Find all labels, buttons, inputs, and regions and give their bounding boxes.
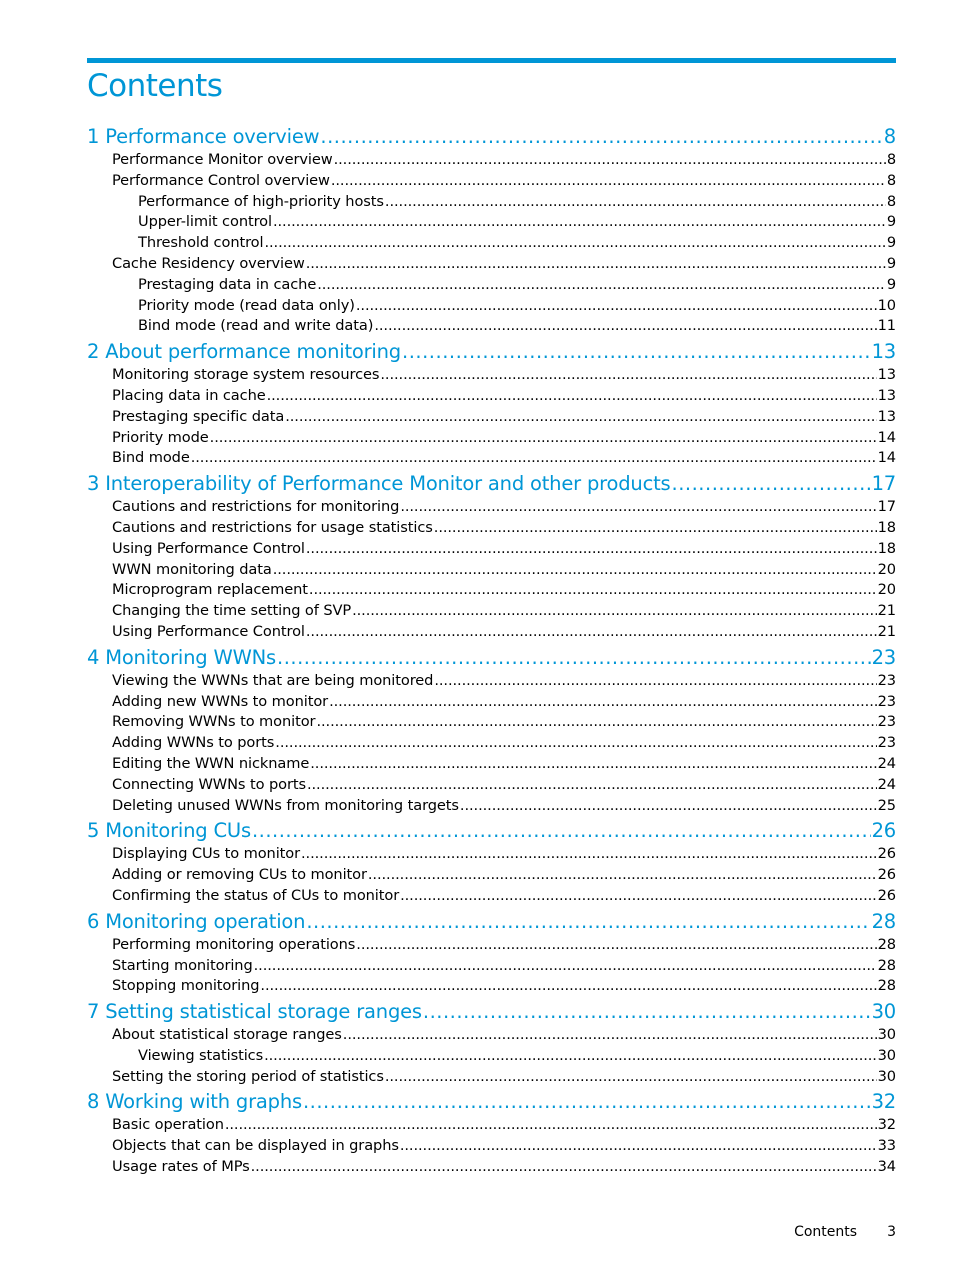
toc-entry-title: Performing monitoring operations xyxy=(112,935,356,953)
toc-entry-title: Performance Control overview xyxy=(112,171,330,189)
dot-leader xyxy=(400,886,877,907)
dot-leader xyxy=(191,448,877,469)
toc-entry-title: Cautions and restrictions for usage statistics xyxy=(112,518,433,536)
toc-entry[interactable] xyxy=(87,171,896,192)
toc-page-number: 21 xyxy=(877,622,896,640)
toc-page-number: 8 xyxy=(883,125,896,148)
dot-leader xyxy=(306,622,877,643)
toc-entry-title: WWN monitoring data xyxy=(112,560,272,578)
dot-leader xyxy=(343,1025,877,1046)
dot-leader xyxy=(374,316,876,337)
toc-page-number: 8 xyxy=(886,151,896,168)
toc-chapter-title: 4 Monitoring WWNs xyxy=(87,645,276,669)
dot-leader xyxy=(400,1136,877,1157)
dot-leader xyxy=(301,844,877,865)
dot-leader xyxy=(385,192,886,213)
toc-page-number: 26 xyxy=(877,866,896,884)
toc-page-number: 21 xyxy=(877,602,896,620)
toc-chapter-7[interactable] xyxy=(87,999,896,1025)
toc-entry-title: Using Performance Control xyxy=(112,622,305,640)
dot-leader xyxy=(356,296,877,317)
toc-page-number: 23 xyxy=(877,671,896,689)
toc-entry[interactable] xyxy=(87,754,896,775)
toc-entry-title: Cache Residency overview xyxy=(112,254,305,272)
toc-entry[interactable] xyxy=(87,1046,896,1067)
page-title: Contents xyxy=(87,68,223,104)
toc-page-number: 26 xyxy=(877,845,896,863)
dot-leader xyxy=(264,233,885,254)
dot-leader xyxy=(254,956,877,977)
toc-page-number: 9 xyxy=(886,254,896,272)
toc-entry[interactable] xyxy=(87,935,896,956)
table-of-contents xyxy=(87,122,896,1178)
toc-chapter-6[interactable] xyxy=(87,909,896,935)
toc-entry-title: Performance Monitor overview xyxy=(112,151,333,168)
toc-entry[interactable] xyxy=(87,539,896,560)
toc-entry[interactable] xyxy=(87,296,896,317)
toc-page-number: 17 xyxy=(877,498,896,516)
toc-entry[interactable] xyxy=(87,622,896,643)
toc-page-number: 23 xyxy=(877,713,896,731)
toc-entry[interactable] xyxy=(87,886,896,907)
toc-chapter-2[interactable] xyxy=(87,339,896,365)
toc-entry[interactable] xyxy=(87,428,896,449)
header-rule xyxy=(87,58,896,63)
dot-leader xyxy=(380,365,876,386)
dot-leader xyxy=(672,471,871,497)
dot-leader xyxy=(434,671,876,692)
toc-entry[interactable] xyxy=(87,775,896,796)
dot-leader xyxy=(264,1046,877,1067)
dot-leader xyxy=(400,497,876,518)
dot-leader xyxy=(285,407,876,428)
toc-chapter-title: 1 Performance overview xyxy=(87,125,320,148)
toc-page-number: 23 xyxy=(877,692,896,710)
toc-page-number: 26 xyxy=(871,819,896,843)
dot-leader xyxy=(368,865,877,886)
toc-chapter-8[interactable] xyxy=(87,1089,896,1115)
dot-leader xyxy=(356,935,876,956)
toc-entry-title: Bind mode xyxy=(112,449,190,467)
toc-entry-title: Usage rates of MPs xyxy=(112,1158,250,1176)
dot-leader xyxy=(260,976,876,997)
toc-page-number: 9 xyxy=(886,213,896,231)
toc-chapter-1[interactable] xyxy=(87,124,896,150)
toc-entry[interactable] xyxy=(87,275,896,296)
toc-entry-title: Bind mode (read and write data) xyxy=(138,317,374,335)
dot-leader xyxy=(316,712,876,733)
dot-leader xyxy=(225,1115,877,1136)
toc-entry[interactable] xyxy=(87,1157,896,1178)
toc-entry[interactable] xyxy=(87,1067,896,1088)
dot-leader xyxy=(331,171,886,192)
toc-entry[interactable] xyxy=(87,1115,896,1136)
toc-entry[interactable] xyxy=(87,580,896,601)
toc-page-number: 14 xyxy=(877,428,896,446)
toc-chapter-3[interactable] xyxy=(87,471,896,497)
toc-entry[interactable] xyxy=(87,497,896,518)
dot-leader xyxy=(277,645,871,671)
dot-leader xyxy=(460,796,877,817)
toc-chapter-4[interactable] xyxy=(87,645,896,671)
toc-entry-title: Changing the time setting of SVP xyxy=(112,602,352,620)
toc-entry-title: Viewing the WWNs that are being monitored xyxy=(112,671,434,689)
toc-entry-title: About statistical storage ranges xyxy=(112,1026,342,1044)
toc-page-number: 30 xyxy=(871,1000,896,1024)
toc-page-number: 28 xyxy=(877,977,896,995)
toc-entry[interactable] xyxy=(87,365,896,386)
toc-entry[interactable] xyxy=(87,796,896,817)
toc-entry-title: Starting monitoring xyxy=(112,956,253,974)
toc-entry-title: Connecting WWNs to ports xyxy=(112,775,306,793)
dot-leader xyxy=(275,733,876,754)
toc-entry-title: Prestaging data in cache xyxy=(138,275,317,293)
dot-leader xyxy=(273,212,886,233)
toc-entry[interactable] xyxy=(87,518,896,539)
toc-entry[interactable] xyxy=(87,671,896,692)
toc-entry-title: Displaying CUs to monitor xyxy=(112,845,301,863)
toc-page-number: 20 xyxy=(877,581,896,599)
toc-entry-title: Monitoring storage system resources xyxy=(112,366,380,384)
toc-chapter-title: 2 About performance monitoring xyxy=(87,340,401,364)
toc-entry[interactable] xyxy=(87,1136,896,1157)
dot-leader xyxy=(329,692,877,713)
dot-leader xyxy=(423,999,871,1025)
page-footer xyxy=(794,1222,896,1242)
dot-leader xyxy=(320,124,882,150)
toc-entry[interactable] xyxy=(87,150,896,171)
toc-page-number: 13 xyxy=(871,340,896,364)
toc-entry[interactable] xyxy=(87,712,896,733)
dot-leader xyxy=(352,601,877,622)
toc-page-number: 28 xyxy=(871,909,896,933)
dot-leader xyxy=(210,428,877,449)
toc-chapter-title: 5 Monitoring CUs xyxy=(87,819,251,843)
toc-page-number: 9 xyxy=(886,275,896,293)
toc-page-number: 9 xyxy=(886,234,896,252)
toc-chapter-title: 8 Working with graphs xyxy=(87,1090,302,1114)
toc-entry-title: Performance of high-priority hosts xyxy=(138,192,384,210)
toc-entry-title: Basic operation xyxy=(112,1116,224,1134)
toc-entry[interactable] xyxy=(87,956,896,977)
footer-section-label: Contents xyxy=(794,1224,858,1240)
footer-page-number: 3 xyxy=(887,1224,896,1240)
toc-page-number: 30 xyxy=(877,1067,896,1085)
toc-entry-title: Objects that can be displayed in graphs xyxy=(112,1137,399,1155)
toc-page-number: 28 xyxy=(877,956,896,974)
dot-leader xyxy=(309,580,877,601)
toc-entry-title: Stopping monitoring xyxy=(112,977,260,995)
toc-page-number: 30 xyxy=(877,1046,896,1064)
toc-chapter-title: 6 Monitoring operation xyxy=(87,909,306,933)
toc-page-number: 17 xyxy=(871,472,896,496)
toc-entry[interactable] xyxy=(87,386,896,407)
toc-page-number: 11 xyxy=(877,317,896,335)
toc-page-number: 8 xyxy=(886,171,896,189)
toc-page-number: 14 xyxy=(877,449,896,467)
toc-entry-title: Viewing statistics xyxy=(138,1046,264,1064)
toc-page-number: 18 xyxy=(877,539,896,557)
dot-leader xyxy=(434,518,877,539)
toc-entry[interactable] xyxy=(87,733,896,754)
toc-entry-title: Adding new WWNs to monitor xyxy=(112,692,329,710)
toc-page-number: 30 xyxy=(877,1026,896,1044)
toc-entry[interactable] xyxy=(87,1025,896,1046)
toc-chapter-title: 3 Interoperability of Performance Monitor and other products xyxy=(87,472,671,496)
toc-page-number: 20 xyxy=(877,560,896,578)
dot-leader xyxy=(385,1067,877,1088)
dot-leader xyxy=(307,775,877,796)
toc-entry-title: Setting the storing period of statistics xyxy=(112,1067,384,1085)
toc-entry[interactable] xyxy=(87,692,896,713)
toc-page-number: 13 xyxy=(877,407,896,425)
toc-page-number: 8 xyxy=(886,192,896,210)
toc-entry[interactable] xyxy=(87,560,896,581)
toc-entry[interactable] xyxy=(87,212,896,233)
toc-page-number: 33 xyxy=(877,1137,896,1155)
toc-page-number: 23 xyxy=(871,645,896,669)
toc-entry-title: Microprogram replacement xyxy=(112,581,308,599)
dot-leader xyxy=(317,275,886,296)
toc-entry-title: Adding WWNs to ports xyxy=(112,734,275,752)
toc-entry-title: Adding or removing CUs to monitor xyxy=(112,866,367,884)
toc-entry-title: Editing the WWN nickname xyxy=(112,754,310,772)
dot-leader xyxy=(310,754,876,775)
toc-entry[interactable] xyxy=(87,233,896,254)
toc-entry-title: Threshold control xyxy=(138,234,264,252)
dot-leader xyxy=(251,1157,877,1178)
toc-page-number: 13 xyxy=(877,386,896,404)
toc-entry[interactable] xyxy=(87,865,896,886)
toc-page-number: 23 xyxy=(877,734,896,752)
toc-page-number: 28 xyxy=(877,935,896,953)
toc-entry-title: Deleting unused WWNs from monitoring targets xyxy=(112,796,459,814)
toc-entry[interactable] xyxy=(87,192,896,213)
toc-entry-title: Using Performance Control xyxy=(112,539,305,557)
dot-leader xyxy=(306,909,870,935)
toc-entry-title: Cautions and restrictions for monitoring xyxy=(112,498,400,516)
toc-page-number: 24 xyxy=(877,775,896,793)
toc-page-number: 18 xyxy=(877,518,896,536)
toc-entry-title: Priority mode (read data only) xyxy=(138,296,355,314)
dot-leader xyxy=(306,254,886,275)
toc-entry-title: Confirming the status of CUs to monitor xyxy=(112,886,400,904)
dot-leader xyxy=(306,539,877,560)
toc-page-number: 24 xyxy=(877,754,896,772)
toc-chapter-5[interactable] xyxy=(87,818,896,844)
toc-entry-title: Priority mode xyxy=(112,428,209,446)
toc-page-number: 34 xyxy=(877,1158,896,1176)
toc-entry-title: Removing WWNs to monitor xyxy=(112,713,316,731)
toc-entry-title: Prestaging specific data xyxy=(112,407,285,425)
dot-leader xyxy=(402,339,871,365)
toc-entry[interactable] xyxy=(87,254,896,275)
dot-leader xyxy=(303,1089,871,1115)
toc-entry[interactable] xyxy=(87,448,896,469)
toc-page-number: 32 xyxy=(871,1090,896,1114)
toc-entry[interactable] xyxy=(87,844,896,865)
toc-entry[interactable] xyxy=(87,976,896,997)
toc-entry[interactable] xyxy=(87,407,896,428)
toc-page-number: 13 xyxy=(877,366,896,384)
toc-page-number: 32 xyxy=(877,1116,896,1134)
dot-leader xyxy=(267,386,877,407)
toc-entry-title: Placing data in cache xyxy=(112,386,266,404)
dot-leader xyxy=(273,560,877,581)
toc-chapter-title: 7 Setting statistical storage ranges xyxy=(87,1000,422,1024)
toc-entry[interactable] xyxy=(87,601,896,622)
toc-entry-title: Upper-limit control xyxy=(138,213,272,231)
toc-entry[interactable] xyxy=(87,316,896,337)
toc-page-number: 25 xyxy=(877,796,896,814)
dot-leader xyxy=(252,818,871,844)
toc-page-number: 10 xyxy=(877,296,896,314)
toc-page-number: 26 xyxy=(877,886,896,904)
dot-leader xyxy=(334,150,886,171)
